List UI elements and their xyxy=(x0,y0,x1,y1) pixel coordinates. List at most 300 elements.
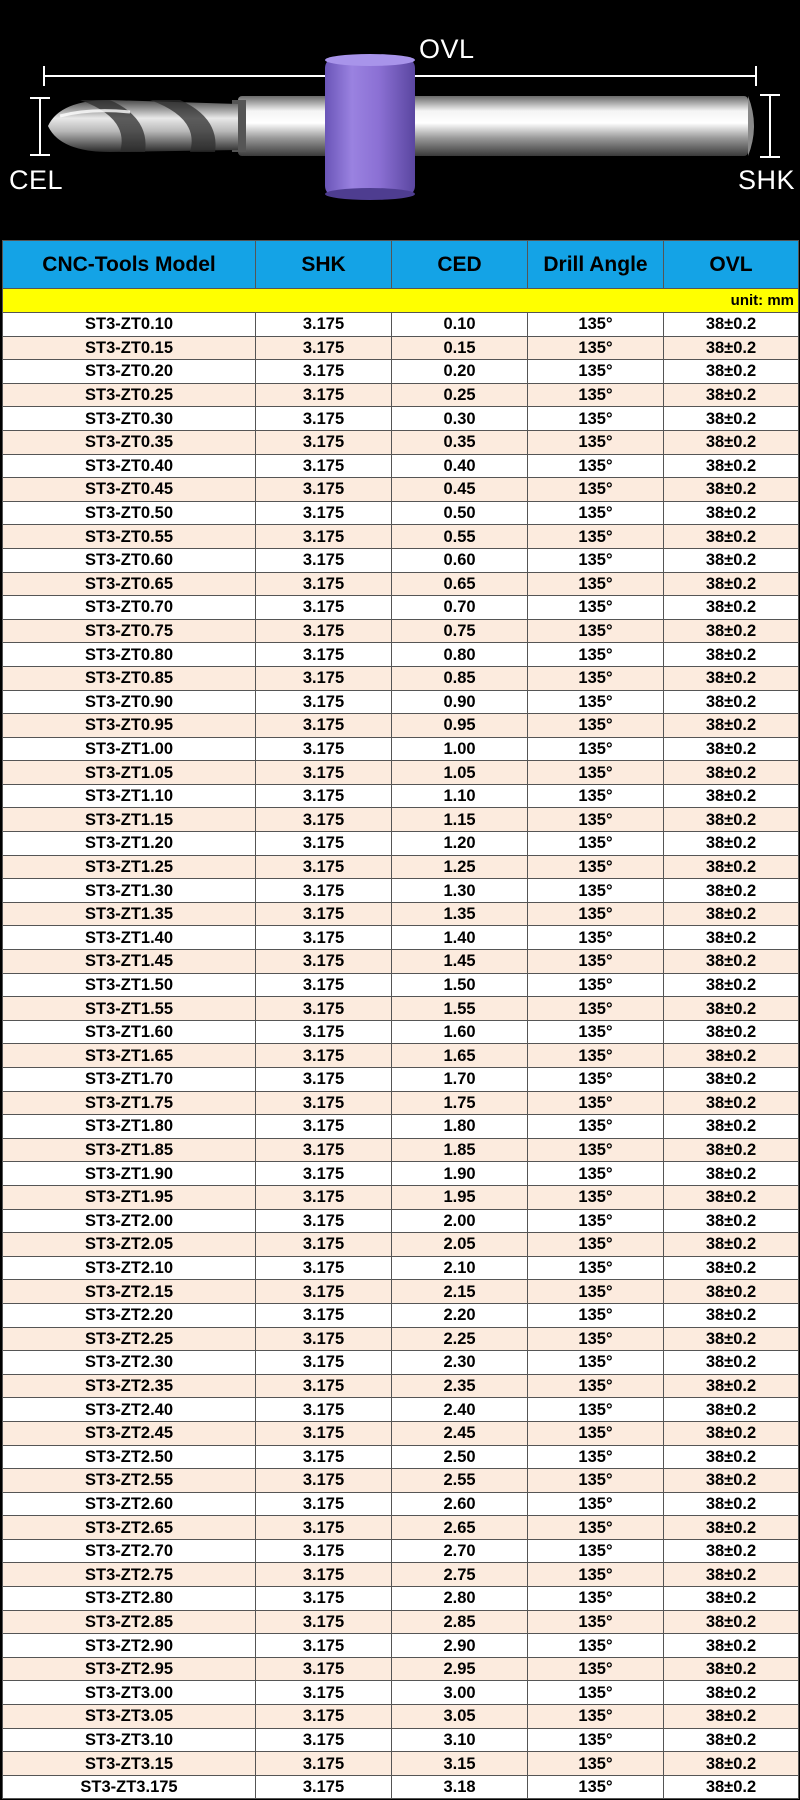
table-cell: 38±0.2 xyxy=(664,619,799,643)
table-row xyxy=(3,407,799,431)
table-cell: 3.175 xyxy=(256,313,392,337)
drill-shank xyxy=(238,96,748,156)
table-cell: ST3-ZT3.00 xyxy=(3,1681,256,1705)
table-cell: 3.175 xyxy=(256,1091,392,1115)
table-row xyxy=(3,596,799,620)
table-cell: 38±0.2 xyxy=(664,997,799,1021)
table-cell: 3.175 xyxy=(256,336,392,360)
table-cell: ST3-ZT0.90 xyxy=(3,690,256,714)
table-cell: 3.175 xyxy=(256,572,392,596)
table-cell: ST3-ZT0.15 xyxy=(3,336,256,360)
table-cell: 135° xyxy=(528,1398,664,1422)
table-cell: 135° xyxy=(528,1657,664,1681)
table-cell: 135° xyxy=(528,1681,664,1705)
table-row xyxy=(3,336,799,360)
table-row xyxy=(3,1539,799,1563)
table-cell: 135° xyxy=(528,643,664,667)
table-cell: 3.175 xyxy=(256,430,392,454)
table-row xyxy=(3,1162,799,1186)
table-cell: 135° xyxy=(528,383,664,407)
table-cell: 135° xyxy=(528,501,664,525)
table-cell: ST3-ZT2.80 xyxy=(3,1587,256,1611)
table-row xyxy=(3,690,799,714)
table-cell: 2.95 xyxy=(392,1657,528,1681)
table-cell: 135° xyxy=(528,1516,664,1540)
table-cell: 3.175 xyxy=(256,454,392,478)
table-cell: 3.175 xyxy=(256,1374,392,1398)
table-cell: 2.25 xyxy=(392,1327,528,1351)
table-cell: 2.00 xyxy=(392,1209,528,1233)
table-cell: ST3-ZT3.10 xyxy=(3,1728,256,1752)
table-row xyxy=(3,454,799,478)
table-cell: ST3-ZT2.55 xyxy=(3,1469,256,1493)
table-cell: 0.80 xyxy=(392,643,528,667)
table-cell: 38±0.2 xyxy=(664,1563,799,1587)
table-cell: 0.85 xyxy=(392,666,528,690)
table-cell: 1.00 xyxy=(392,737,528,761)
table-cell: ST3-ZT1.05 xyxy=(3,761,256,785)
table-row xyxy=(3,1185,799,1209)
table-cell: ST3-ZT2.15 xyxy=(3,1280,256,1304)
table-cell: 135° xyxy=(528,478,664,502)
cel-label: CEL xyxy=(9,165,64,195)
table-cell: 1.45 xyxy=(392,950,528,974)
table-cell: 135° xyxy=(528,1256,664,1280)
table-cell: 135° xyxy=(528,761,664,785)
table-cell: 38±0.2 xyxy=(664,407,799,431)
table-cell: 38±0.2 xyxy=(664,596,799,620)
table-cell: 135° xyxy=(528,596,664,620)
table-cell: 38±0.2 xyxy=(664,1138,799,1162)
table-cell: 0.55 xyxy=(392,525,528,549)
spec-table xyxy=(2,240,799,1799)
table-cell: ST3-ZT2.00 xyxy=(3,1209,256,1233)
table-cell: 3.175 xyxy=(256,383,392,407)
table-row xyxy=(3,478,799,502)
table-cell: 2.40 xyxy=(392,1398,528,1422)
table-cell: 38±0.2 xyxy=(664,1728,799,1752)
table-cell: 2.55 xyxy=(392,1469,528,1493)
table-row xyxy=(3,902,799,926)
table-cell: ST3-ZT2.30 xyxy=(3,1351,256,1375)
table-cell: 38±0.2 xyxy=(664,784,799,808)
table-cell: 3.175 xyxy=(256,1162,392,1186)
table-cell: 0.60 xyxy=(392,548,528,572)
table-cell: 2.10 xyxy=(392,1256,528,1280)
table-cell: 0.95 xyxy=(392,714,528,738)
table-cell: 38±0.2 xyxy=(664,666,799,690)
table-cell: 135° xyxy=(528,690,664,714)
table-cell: 135° xyxy=(528,454,664,478)
table-cell: 3.175 xyxy=(256,973,392,997)
table-cell: 0.65 xyxy=(392,572,528,596)
table-cell: 3.175 xyxy=(256,902,392,926)
table-cell: 3.15 xyxy=(392,1752,528,1776)
table-cell: 135° xyxy=(528,1421,664,1445)
table-cell: 3.175 xyxy=(256,1492,392,1516)
table-cell: 3.10 xyxy=(392,1728,528,1752)
table-cell: 38±0.2 xyxy=(664,1421,799,1445)
table-cell: 3.175 xyxy=(256,1563,392,1587)
table-cell: 135° xyxy=(528,1327,664,1351)
table-row xyxy=(3,1091,799,1115)
table-cell: 1.75 xyxy=(392,1091,528,1115)
table-cell: 3.175 xyxy=(256,737,392,761)
table-cell: 135° xyxy=(528,879,664,903)
table-cell: 38±0.2 xyxy=(664,1280,799,1304)
table-row xyxy=(3,714,799,738)
table-cell: 38±0.2 xyxy=(664,1492,799,1516)
table-cell: 3.175 xyxy=(256,1469,392,1493)
table-cell: 38±0.2 xyxy=(664,1209,799,1233)
table-row xyxy=(3,761,799,785)
table-cell: 38±0.2 xyxy=(664,1445,799,1469)
table-cell: 38±0.2 xyxy=(664,973,799,997)
table-cell: 38±0.2 xyxy=(664,1115,799,1139)
drill-diagram xyxy=(0,0,800,238)
table-cell: 135° xyxy=(528,548,664,572)
table-row xyxy=(3,1445,799,1469)
table-cell: 38±0.2 xyxy=(664,1233,799,1257)
table-cell: ST3-ZT0.70 xyxy=(3,596,256,620)
table-cell: 38±0.2 xyxy=(664,1185,799,1209)
table-cell: 135° xyxy=(528,1303,664,1327)
table-cell: 2.30 xyxy=(392,1351,528,1375)
table-cell: ST3-ZT3.175 xyxy=(3,1775,256,1799)
table-row xyxy=(3,1728,799,1752)
unit-label: unit: mm xyxy=(3,289,799,313)
table-cell: 3.175 xyxy=(256,1681,392,1705)
table-cell: 38±0.2 xyxy=(664,690,799,714)
table-cell: ST3-ZT1.55 xyxy=(3,997,256,1021)
table-row xyxy=(3,1705,799,1729)
table-cell: 0.25 xyxy=(392,383,528,407)
table-cell: 0.45 xyxy=(392,478,528,502)
table-row xyxy=(3,313,799,337)
table-cell: ST3-ZT2.90 xyxy=(3,1634,256,1658)
table-cell: 135° xyxy=(528,360,664,384)
table-cell: 3.175 xyxy=(256,596,392,620)
table-row xyxy=(3,1115,799,1139)
table-cell: 135° xyxy=(528,666,664,690)
table-cell: 1.05 xyxy=(392,761,528,785)
table-cell: ST3-ZT0.50 xyxy=(3,501,256,525)
table-cell: ST3-ZT0.25 xyxy=(3,383,256,407)
table-cell: 2.50 xyxy=(392,1445,528,1469)
table-cell: ST3-ZT0.75 xyxy=(3,619,256,643)
table-row xyxy=(3,1280,799,1304)
table-cell: 38±0.2 xyxy=(664,1657,799,1681)
table-cell: 135° xyxy=(528,1775,664,1799)
table-cell: 135° xyxy=(528,1587,664,1611)
table-cell: 3.175 xyxy=(256,1068,392,1092)
table-cell: ST3-ZT0.45 xyxy=(3,478,256,502)
table-row xyxy=(3,1256,799,1280)
table-cell: 38±0.2 xyxy=(664,501,799,525)
table-cell: 38±0.2 xyxy=(664,1303,799,1327)
table-row xyxy=(3,1374,799,1398)
table-cell: ST3-ZT2.25 xyxy=(3,1327,256,1351)
table-cell: 0.30 xyxy=(392,407,528,431)
table-row xyxy=(3,619,799,643)
table-cell: 3.175 xyxy=(256,1421,392,1445)
table-cell: 3.175 xyxy=(256,1587,392,1611)
table-cell: ST3-ZT1.25 xyxy=(3,855,256,879)
table-cell: ST3-ZT1.00 xyxy=(3,737,256,761)
table-cell: 38±0.2 xyxy=(664,737,799,761)
table-cell: 0.10 xyxy=(392,313,528,337)
table-cell: 38±0.2 xyxy=(664,643,799,667)
table-cell: 38±0.2 xyxy=(664,1775,799,1799)
table-cell: 135° xyxy=(528,926,664,950)
table-cell: 0.90 xyxy=(392,690,528,714)
table-cell: 2.65 xyxy=(392,1516,528,1540)
table-cell: 2.35 xyxy=(392,1374,528,1398)
table-body xyxy=(3,289,799,1799)
table-cell: 3.175 xyxy=(256,1728,392,1752)
table-row xyxy=(3,1020,799,1044)
table-cell: 135° xyxy=(528,1492,664,1516)
table-cell: 135° xyxy=(528,1044,664,1068)
table-cell: 135° xyxy=(528,997,664,1021)
table-row xyxy=(3,572,799,596)
table-cell: 38±0.2 xyxy=(664,336,799,360)
table-header xyxy=(3,241,799,289)
table-cell: ST3-ZT0.35 xyxy=(3,430,256,454)
table-cell: 3.175 xyxy=(256,950,392,974)
table-cell: 0.50 xyxy=(392,501,528,525)
table-cell: ST3-ZT1.40 xyxy=(3,926,256,950)
table-cell: 3.175 xyxy=(256,926,392,950)
table-cell: 38±0.2 xyxy=(664,478,799,502)
table-cell: 38±0.2 xyxy=(664,1516,799,1540)
table-cell: ST3-ZT1.90 xyxy=(3,1162,256,1186)
table-cell: 3.175 xyxy=(256,407,392,431)
table-cell: ST3-ZT2.05 xyxy=(3,1233,256,1257)
table-row xyxy=(3,1610,799,1634)
table-row xyxy=(3,997,799,1021)
table-row xyxy=(3,1587,799,1611)
table-cell: 38±0.2 xyxy=(664,383,799,407)
table-cell: 0.35 xyxy=(392,430,528,454)
table-row xyxy=(3,1563,799,1587)
table-cell: 1.80 xyxy=(392,1115,528,1139)
table-cell: 3.05 xyxy=(392,1705,528,1729)
table-cell: ST3-ZT1.15 xyxy=(3,808,256,832)
table-row xyxy=(3,737,799,761)
table-row xyxy=(3,1138,799,1162)
table-cell: 135° xyxy=(528,619,664,643)
table-cell: 135° xyxy=(528,973,664,997)
table-cell: ST3-ZT2.45 xyxy=(3,1421,256,1445)
table-row xyxy=(3,1516,799,1540)
table-cell: 135° xyxy=(528,1280,664,1304)
table-cell: 38±0.2 xyxy=(664,902,799,926)
table-cell: 135° xyxy=(528,1634,664,1658)
table-cell: 1.20 xyxy=(392,832,528,856)
table-cell: 1.60 xyxy=(392,1020,528,1044)
table-cell: 135° xyxy=(528,1185,664,1209)
table-cell: ST3-ZT2.75 xyxy=(3,1563,256,1587)
table-cell: 3.175 xyxy=(256,1705,392,1729)
table-cell: 3.175 xyxy=(256,1115,392,1139)
table-row xyxy=(3,1233,799,1257)
table-cell: 38±0.2 xyxy=(664,548,799,572)
table-cell: ST3-ZT0.65 xyxy=(3,572,256,596)
table-cell: ST3-ZT2.50 xyxy=(3,1445,256,1469)
table-cell: 3.175 xyxy=(256,1209,392,1233)
table-cell: 38±0.2 xyxy=(664,879,799,903)
table-row xyxy=(3,360,799,384)
table-row xyxy=(3,383,799,407)
table-cell: 3.175 xyxy=(256,1233,392,1257)
table-cell: 2.05 xyxy=(392,1233,528,1257)
table-cell: 3.175 xyxy=(256,666,392,690)
table-cell: 38±0.2 xyxy=(664,1327,799,1351)
table-cell: 2.90 xyxy=(392,1634,528,1658)
table-cell: ST3-ZT1.80 xyxy=(3,1115,256,1139)
table-cell: 3.18 xyxy=(392,1775,528,1799)
table-row xyxy=(3,973,799,997)
table-cell: 135° xyxy=(528,714,664,738)
table-cell: 1.55 xyxy=(392,997,528,1021)
table-cell: 38±0.2 xyxy=(664,855,799,879)
table-cell: ST3-ZT0.10 xyxy=(3,313,256,337)
table-cell: 135° xyxy=(528,430,664,454)
table-cell: 38±0.2 xyxy=(664,761,799,785)
shk-dimension-line xyxy=(760,95,780,157)
table-cell: 38±0.2 xyxy=(664,1351,799,1375)
table-cell: ST3-ZT1.10 xyxy=(3,784,256,808)
table-cell: 38±0.2 xyxy=(664,1634,799,1658)
table-cell: ST3-ZT1.50 xyxy=(3,973,256,997)
table-row xyxy=(3,1752,799,1776)
table-cell: 38±0.2 xyxy=(664,1539,799,1563)
table-row xyxy=(3,1398,799,1422)
table-cell: 3.175 xyxy=(256,761,392,785)
table-cell: 135° xyxy=(528,1705,664,1729)
table-cell: 3.175 xyxy=(256,1327,392,1351)
table-cell: 135° xyxy=(528,808,664,832)
table-cell: ST3-ZT0.30 xyxy=(3,407,256,431)
table-cell: 135° xyxy=(528,1469,664,1493)
unit-row xyxy=(3,289,799,313)
table-cell: 3.175 xyxy=(256,525,392,549)
table-cell: 135° xyxy=(528,1728,664,1752)
table-cell: 135° xyxy=(528,1539,664,1563)
table-cell: 38±0.2 xyxy=(664,454,799,478)
table-cell: 1.40 xyxy=(392,926,528,950)
table-cell: 3.175 xyxy=(256,690,392,714)
table-cell: 3.175 xyxy=(256,1185,392,1209)
table-cell: 3.175 xyxy=(256,1516,392,1540)
table-cell: 1.65 xyxy=(392,1044,528,1068)
table-cell: 3.175 xyxy=(256,1138,392,1162)
table-cell: 3.175 xyxy=(256,1657,392,1681)
table-cell: 2.20 xyxy=(392,1303,528,1327)
table-row xyxy=(3,855,799,879)
table-cell: 0.15 xyxy=(392,336,528,360)
table-cell: 1.70 xyxy=(392,1068,528,1092)
table-cell: ST3-ZT1.65 xyxy=(3,1044,256,1068)
table-cell: 3.175 xyxy=(256,619,392,643)
table-cell: 38±0.2 xyxy=(664,1705,799,1729)
column-header: SHK xyxy=(256,241,392,289)
table-cell: 135° xyxy=(528,902,664,926)
table-cell: ST3-ZT2.65 xyxy=(3,1516,256,1540)
table-cell: 135° xyxy=(528,950,664,974)
table-cell: 38±0.2 xyxy=(664,1398,799,1422)
table-header-row xyxy=(3,241,799,289)
table-cell: 38±0.2 xyxy=(664,1091,799,1115)
table-cell: 3.175 xyxy=(256,1303,392,1327)
table-cell: 2.75 xyxy=(392,1563,528,1587)
table-cell: 38±0.2 xyxy=(664,1681,799,1705)
table-cell: ST3-ZT1.95 xyxy=(3,1185,256,1209)
table-cell: 1.95 xyxy=(392,1185,528,1209)
table-row xyxy=(3,643,799,667)
table-row xyxy=(3,1209,799,1233)
table-cell: 0.40 xyxy=(392,454,528,478)
table-cell: 38±0.2 xyxy=(664,430,799,454)
table-cell: 135° xyxy=(528,1351,664,1375)
table-cell: 38±0.2 xyxy=(664,1374,799,1398)
table-cell: 3.175 xyxy=(256,1351,392,1375)
table-cell: 38±0.2 xyxy=(664,926,799,950)
table-row xyxy=(3,1775,799,1799)
table-cell: 135° xyxy=(528,336,664,360)
drill-ring xyxy=(325,54,415,200)
table-cell: 135° xyxy=(528,1020,664,1044)
column-header: OVL xyxy=(664,241,799,289)
table-cell: 38±0.2 xyxy=(664,1020,799,1044)
table-cell: 3.175 xyxy=(256,1044,392,1068)
table-row xyxy=(3,430,799,454)
table-cell: 3.175 xyxy=(256,832,392,856)
drill-flute xyxy=(48,100,238,152)
table-cell: 3.175 xyxy=(256,714,392,738)
table-cell: 135° xyxy=(528,1115,664,1139)
table-cell: 2.45 xyxy=(392,1421,528,1445)
table-row xyxy=(3,666,799,690)
table-cell: 0.20 xyxy=(392,360,528,384)
table-cell: 38±0.2 xyxy=(664,1752,799,1776)
table-cell: 135° xyxy=(528,313,664,337)
table-row xyxy=(3,808,799,832)
table-cell: 135° xyxy=(528,1445,664,1469)
table-cell: ST3-ZT1.20 xyxy=(3,832,256,856)
table-cell: 135° xyxy=(528,1162,664,1186)
table-cell: 0.70 xyxy=(392,596,528,620)
table-cell: 38±0.2 xyxy=(664,360,799,384)
table-cell: 135° xyxy=(528,1610,664,1634)
shk-label: SHK xyxy=(738,165,796,195)
table-cell: ST3-ZT3.05 xyxy=(3,1705,256,1729)
table-cell: 38±0.2 xyxy=(664,1044,799,1068)
table-row xyxy=(3,1492,799,1516)
table-cell: ST3-ZT1.45 xyxy=(3,950,256,974)
table-cell: 135° xyxy=(528,737,664,761)
table-cell: 135° xyxy=(528,832,664,856)
table-cell: 3.175 xyxy=(256,855,392,879)
table-row xyxy=(3,879,799,903)
table-cell: 3.175 xyxy=(256,548,392,572)
table-cell: ST3-ZT2.35 xyxy=(3,1374,256,1398)
table-cell: 135° xyxy=(528,525,664,549)
table-cell: ST3-ZT2.95 xyxy=(3,1657,256,1681)
table-cell: 3.175 xyxy=(256,1445,392,1469)
table-row xyxy=(3,501,799,525)
